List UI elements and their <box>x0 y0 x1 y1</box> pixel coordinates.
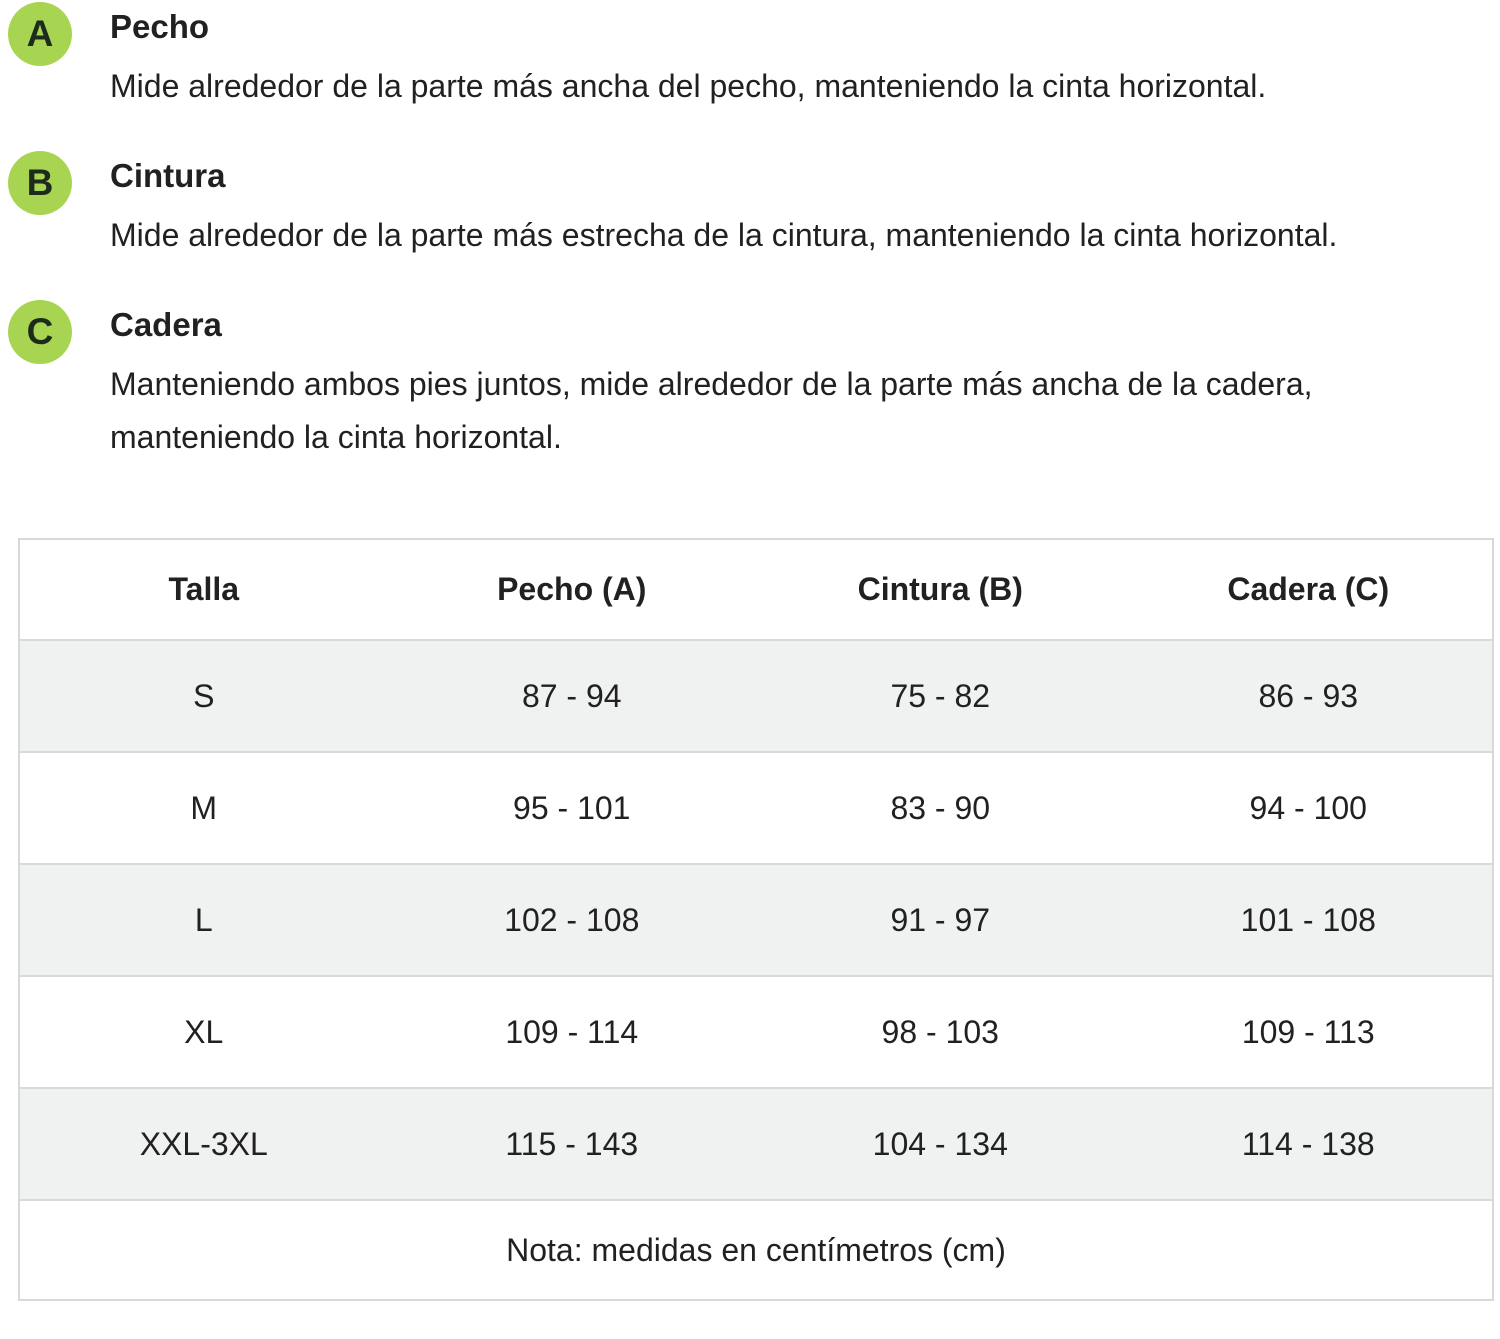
column-header-talla: Talla <box>19 539 388 640</box>
table-note: Nota: medidas en centímetros (cm) <box>19 1200 1493 1300</box>
cell-pecho: 115 - 143 <box>388 1088 757 1200</box>
cell-cadera: 94 - 100 <box>1125 752 1494 864</box>
cell-pecho: 109 - 114 <box>388 976 757 1088</box>
cell-pecho: 102 - 108 <box>388 864 757 976</box>
cell-cadera: 109 - 113 <box>1125 976 1494 1088</box>
section-content-cadera <box>110 300 1500 464</box>
measurement-section-cintura <box>0 151 1500 262</box>
section-description-cintura: Mide alrededor de la parte más estrecha de la cintura, manteniendo la cinta horizontal. <box>110 217 1338 253</box>
badge-c: C <box>8 300 72 364</box>
column-header-cintura: Cintura (B) <box>756 539 1125 640</box>
cell-cadera: 86 - 93 <box>1125 640 1494 752</box>
table-row-xl <box>19 976 1493 1088</box>
badge-a: A <box>8 2 72 66</box>
cell-talla: XXL-3XL <box>19 1088 388 1200</box>
section-title-pecho: Pecho <box>110 8 210 45</box>
cell-talla: S <box>19 640 388 752</box>
cell-cintura: 75 - 82 <box>756 640 1125 752</box>
section-description-pecho: Mide alrededor de la parte más ancha del pecho, manteniendo la cinta horizontal. <box>110 68 1267 104</box>
section-content-cintura <box>110 151 1337 262</box>
cell-cintura: 91 - 97 <box>756 864 1125 976</box>
section-content-pecho <box>110 2 1266 113</box>
table-note-row <box>19 1200 1493 1300</box>
cell-talla: L <box>19 864 388 976</box>
section-title-cadera: Cadera <box>110 306 222 343</box>
table-row-m <box>19 752 1493 864</box>
cell-cintura: 104 - 134 <box>756 1088 1125 1200</box>
badge-b: B <box>8 151 72 215</box>
column-header-pecho: Pecho (A) <box>388 539 757 640</box>
measurement-section-pecho <box>0 2 1500 113</box>
section-title-cintura: Cintura <box>110 157 226 194</box>
table-header-row <box>19 539 1493 640</box>
cell-pecho: 87 - 94 <box>388 640 757 752</box>
size-chart-table <box>18 538 1494 1301</box>
section-description-cadera: Manteniendo ambos pies juntos, mide alrededor de la parte más ancha de la cadera, manteniendo la cinta horizontal. <box>110 366 1313 455</box>
table-row-xxl-3xl <box>19 1088 1493 1200</box>
cell-cintura: 98 - 103 <box>756 976 1125 1088</box>
cell-pecho: 95 - 101 <box>388 752 757 864</box>
column-header-cadera: Cadera (C) <box>1125 539 1494 640</box>
cell-cadera: 114 - 138 <box>1125 1088 1494 1200</box>
cell-cintura: 83 - 90 <box>756 752 1125 864</box>
measurement-section-cadera <box>0 300 1500 464</box>
cell-cadera: 101 - 108 <box>1125 864 1494 976</box>
table-row-s <box>19 640 1493 752</box>
cell-talla: M <box>19 752 388 864</box>
cell-talla: XL <box>19 976 388 1088</box>
table-row-l <box>19 864 1493 976</box>
